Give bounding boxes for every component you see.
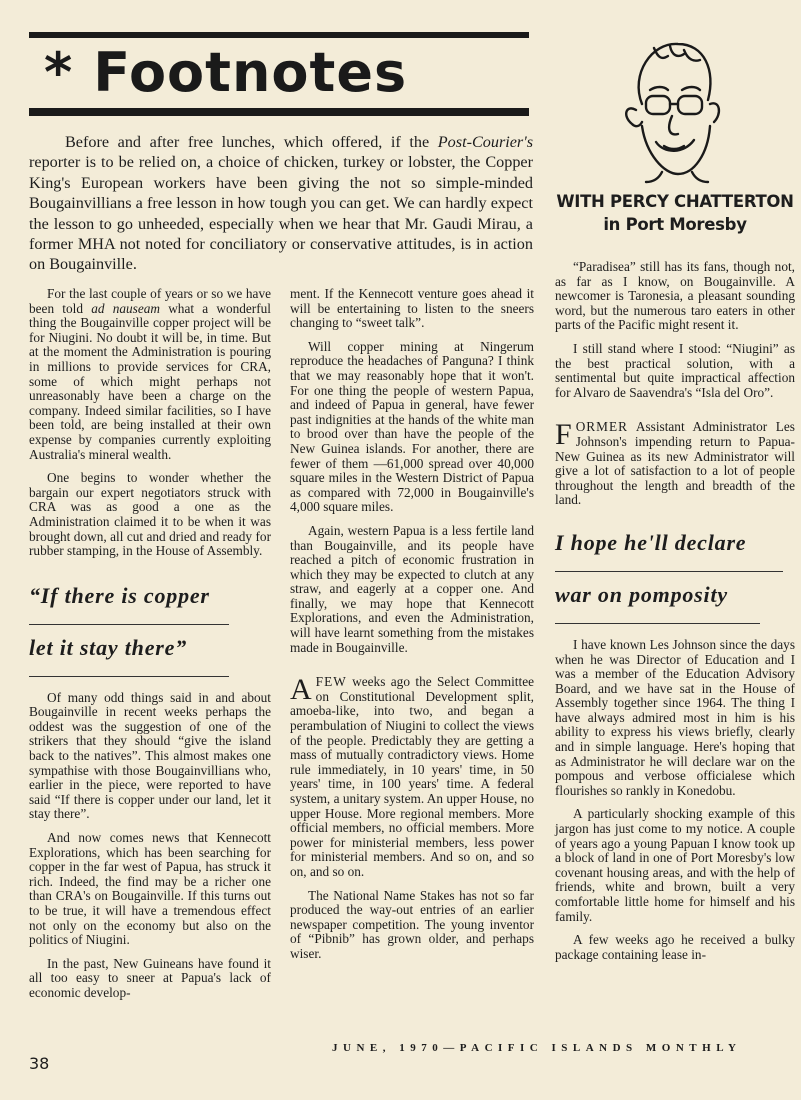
subheadline-rule (29, 676, 229, 677)
dropcap: A (290, 673, 312, 707)
byline-location: in Port Moresby (603, 215, 747, 234)
subheadline-rule (555, 623, 760, 624)
paragraph: “Paradisea” still has its fans, though not, as far as I know, on Bougainville. A newcomer is Taronesia, a pleasant sounding word, but the numerous taro eaters in other parts of the Pacific might resent it. (555, 259, 795, 333)
subheadline-rule (29, 624, 229, 625)
subheadline-line: “If there is copper (29, 582, 210, 608)
subheadline-pomposity (555, 524, 795, 624)
paragraph: Of many odd things said in and about Bougainville in recent weeks perhaps the oddest was the suggestion of one of the strikers that they should “give the island back to the natives”. This almost makes one sympathise with those Bougainvillians who, earlier in the piece, were reported to have said “If there is copper under our land, let it stay there”. (29, 689, 271, 822)
masthead-text: Footnotes (93, 41, 408, 104)
column-2 (290, 287, 534, 971)
subheadline-line: let it stay there” (29, 634, 187, 660)
subheadline-line: I hope he'll declare (555, 529, 747, 555)
paragraph: One begins to wonder whether the bargain our expert negotiators struck with CRA was as good a one as the Administration claimed it to be when it was brought down, all cut and dried and ready for rubber stamping, in the House of Assembly. (29, 470, 271, 559)
subheadline-line: war on pomposity (555, 581, 728, 607)
masthead-bottom-rule (29, 108, 529, 116)
dropcap: F (555, 418, 572, 452)
asterisk-icon: * (44, 41, 74, 104)
running-footer: JUNE, 1970—PACIFIC ISLANDS MONTHLY (332, 1042, 742, 1054)
paragraph-dropcap: AFEW weeks ago the Select Committee on Constitutional Development split, amoeba-like, into two, and began a perambulation of Niugini to collect the views of the people. Predictably they are getting a mass of mutually contradictory views. Home rule immediately, in 10 years' time, in 50 years' time, in 100 years' time. A federal system, a unitary system. An upper House, no upper House. More regional members. More official members, no official members. More power for ministerial members, less power for ministerial members. And so on, and so on, and so on. (290, 673, 534, 879)
column-1 (29, 287, 271, 1010)
subheadline-copper (29, 577, 271, 677)
paragraph-dropcap: FORMER Assistant Administrator Les Johnson's impending return to Papua-New Guinea as its new Administrator will give a lot of satisfaction to a lot of people throughout the length and breadth of the land. (555, 418, 795, 508)
paragraph: In the past, New Guineans have found it all too easy to sneer at Papua's lack of economic develop- (29, 955, 271, 1000)
paragraph: For the last couple of years or so we have been told ad nauseam what a wonderful thing the Bougainville copper project will be for Niugini. No doubt it will be, in time. But at the moment the Administration is pouring in millions to provide services for CRA, some of which might perhaps not unreasonably have been a charge on the company. Indeed similar facilities, so I have been told, are being installed at their own expense by companies currently exploiting Australia's mineral wealth. (29, 286, 271, 462)
masthead-title (44, 38, 407, 108)
paragraph: ment. If the Kennecott venture goes ahead it will be entertaining to listen to the sneers changing to “sweet talk”. (290, 286, 534, 331)
intro-paragraph: Before and after free lunches, which offered, if the Post-Courier's reporter is to be relied on, a choice of chicken, turkey or lobster, the Copper King's European workers have been giving the not so simple-minded Bougainvillians a free lesson in how tough you can get. We can hardly expect the lesson to go unheeded, especially when we hear that Mr. Gaudi Mirau, a former MHA not noted for conciliatory or conservative attitudes, is in action on Bougainville. (29, 133, 533, 274)
paragraph: I still stand where I stood: “Niugini” as the best practical solution, with a sentimental but quite impractical affection for Alvaro de Saavendra's “Isla del Oro”. (555, 340, 795, 400)
percy-chatterton-caricature (612, 34, 724, 184)
byline (555, 190, 795, 236)
newspaper-name: Post-Courier's (437, 133, 533, 151)
page-number: 38 (29, 1054, 50, 1073)
byline-author: WITH PERCY CHATTERTON (556, 192, 794, 211)
paragraph: A few weeks ago he received a bulky package containing lease in- (555, 932, 795, 962)
paragraph: A particularly shocking example of this jargon has just come to my notice. A couple of years ago a young Papuan I know took up a block of land in one of Port Moresby's low covenant housing areas, and with the help of friends, white and brown, built a very comfortable little home for himself and his family. (555, 806, 795, 924)
paragraph: The National Name Stakes has not so far produced the way-out entries of an earlier newspaper competition. The young inventor of “Pibnib” has grown older, and perhaps wiser. (290, 887, 534, 961)
paragraph: I have known Les Johnson since the days when he was Director of Education and I was a member of the Education Advisory Board, and we have sat in the House of Assembly together since 1964. The thing I have always admired most in him is his ability to express his views briefly, clearly and in simple language. Here's hoping that as Administrator he will declare war on the pompous and verbose officialese which flourishes so rankly in Konedobu. (555, 636, 795, 798)
column-3 (555, 260, 795, 971)
paragraph: Again, western Papua is a less fertile land than Bougainville, and its people have reached a pitch of economic frustration in which they may be expected to clutch at any straw, and eagerly at a copper one. And finally, we may hope that Kennecott Explorations, and even the Administration, will have learnt something from the mistakes made in Bougainville. (290, 522, 534, 655)
paragraph: Will copper mining at Ningerum reproduce the headaches of Panguna? I think that we may reasonably hope that it won't. For one thing the people of western Papua, and indeed of Papua in general, have fewer past indignities at the hands of the white man to brood over than have the people of the New Guinea islands. For another, there are fewer of them —61,000 spread over 40,000 square miles in the Western District of Papua as compared with 72,000 in Bougainville's 4,000 square miles. (290, 338, 534, 515)
subheadline-rule (555, 571, 783, 572)
paragraph: And now comes news that Kennecott Explorations, which has been searching for copper in the far west of Papua, has struck it rich. Indeed, the find may be a richer one than CRA's on Bougainville. If this turns out to be true, it will have a tremendous effect not only on the economy but also on the politics of Niugini. (29, 830, 271, 948)
